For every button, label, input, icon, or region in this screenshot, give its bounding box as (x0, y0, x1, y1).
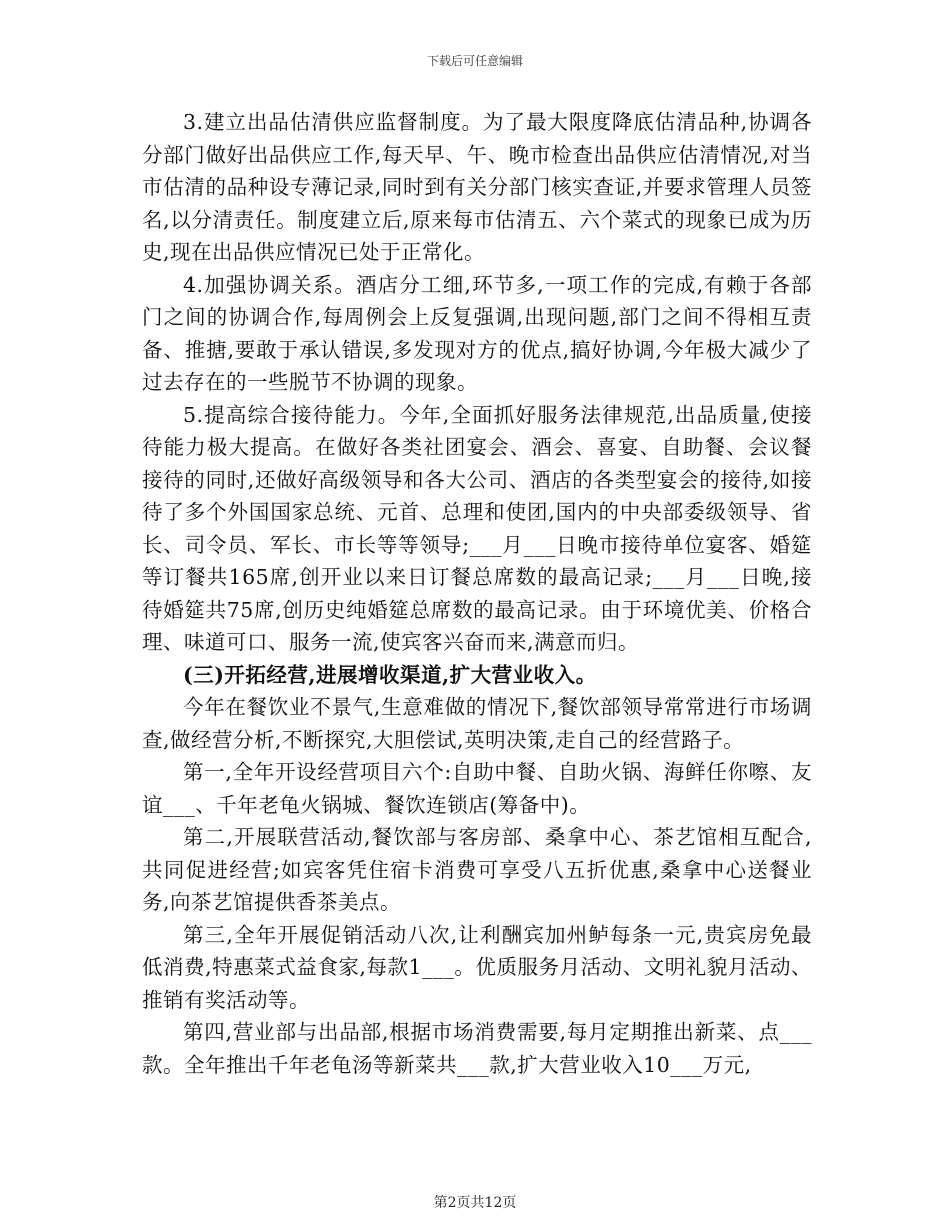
paragraph-item-4: 4.加强协调关系。酒店分工细,环节多,一项工作的完成,有赖于各部门之间的协调合作,每周例会上反复强调,出现问题,部门之间不得相互责备、推搪,要敢于承认错误,多发现对方的优点,搞好协调,今年极大减少了过去存在的一些脱节不协调的现象。 (142, 272, 812, 394)
paragraph-intro: 今年在餐饮业不景气,生意难做的情况下,餐饮部领导常常进行市场调查,做经营分析,不断探究,大胆偿试,英明决策,走自己的经营路子。 (142, 695, 812, 752)
paragraph-item-3: 3.建立出品估清供应监督制度。为了最大限度降底估清品种,协调各分部门做好出品供应工作,每天早、午、晚市检查出品供应估清情况,对当市估清的品种设专薄记录,同时到有关分部门核实查证,并要求管理人员签名,以分清责任。制度建立后,原来每市估清五、六个菜式的现象已成为历史,现在出品供应情况已处于正常化。 (142, 110, 812, 264)
paragraph-item-5: 5.提高综合接待能力。今年,全面抓好服务法律规范,出品质量,使接待能力极大提高。在做好各类社团宴会、酒会、喜宴、自助餐、会议餐接待的同时,还做好高级领导和各大公司、酒店的各类型宴会的接待,如接待了多个外国国家总统、元首、总理和使团,国内的中央部委级领导、省长、司令员、军长、市长等等领导;___月___日晚市接待单位宴客、婚筵等订餐共165席,创开业以来日订餐总席数的最高记录;___月___日晚,接待婚筵共75席,创历史纯婚筵总席数的最高记录。由于环境优美、价格合理、味道可口、服务一流,使宾客兴奋而来,满意而归。 (142, 402, 812, 654)
page-header: 下载后可任意编辑 (426, 54, 523, 68)
paragraph-first: 第一,全年开设经营项目六个:自助中餐、自助火锅、海鲜任你嚓、友谊___、千年老龟火锅城、餐饮连锁店(筹备中)。 (142, 760, 812, 817)
paragraph-fourth: 第四,营业部与出品部,根据市场消费需要,每月定期推出新菜、点___款。全年推出千年老龟汤等新菜共___款,扩大营业收入10___万元, (142, 1020, 812, 1077)
page-footer: 第2页共12页 (433, 1195, 517, 1211)
document-body (142, 106, 812, 1081)
paragraph-third: 第三,全年开展促销活动八次,让利酬宾加州鲈每条一元,贵宾房免最低消费,特惠菜式益食家,每款1___。优质服务月活动、文明礼貌月活动、推销有奖活动等。 (142, 922, 812, 1012)
section-heading-3: (三)开拓经营,进展增收渠道,扩大营业收入。 (183, 662, 597, 687)
paragraph-second: 第二,开展联营活动,餐饮部与客房部、桑拿中心、茶艺馆相互配合,共同促进经营;如宾客凭住宿卡消费可享受八五折优惠,桑拿中心送餐业务,向茶艺馆提供香茶美点。 (142, 825, 812, 914)
